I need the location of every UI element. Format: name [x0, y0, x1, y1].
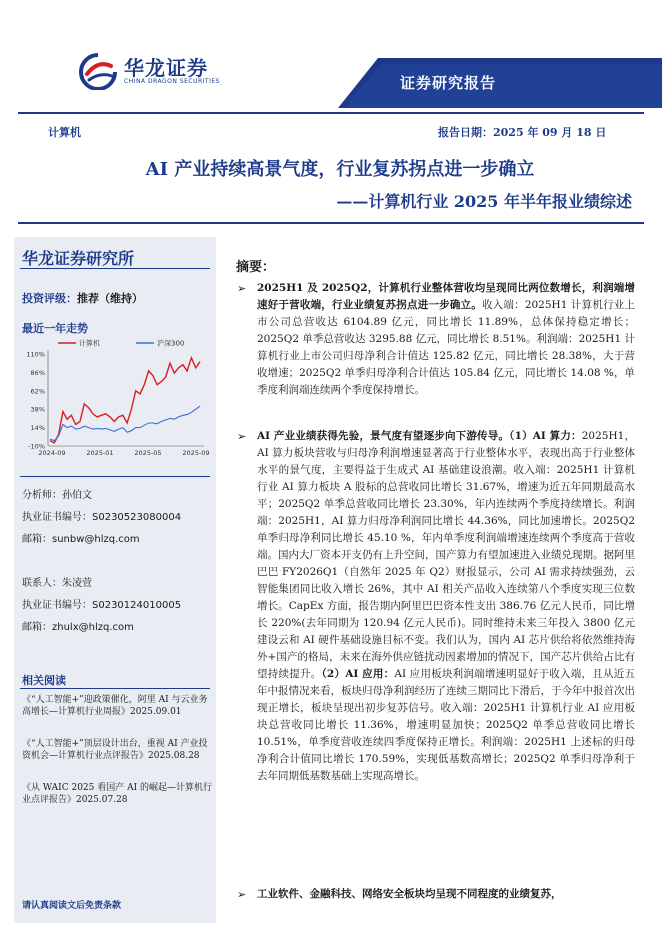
- report-date: 报告日期：2025 年 09 月 18 日: [438, 126, 607, 139]
- rating-label: 投资评级：: [22, 292, 77, 305]
- paragraph-body: AI 应用板块利润端增速明显好于收入端，且从近五年中报情况来看，板块归母净利润经历了连续三期同比下滑后，于今年中报首次出现正增长，板块呈现出初步复苏信号。收入端：2025H1 计算机行业 AI 应用板块总营收同比增长 11.36%，增速明显加快；2025Q2 单季总营收同比增长 10.51%，单季度营收连续四季度保持正增长。利润端：2025H1 上述标的归母净利合计值同比增长 170.59%，实现低基数高增长；2025Q2 单季归母净利于去年同期低基数基础上实现高增长。: [257, 668, 635, 782]
- brand-name-en: CHINA DRAGON SECURITIES: [124, 78, 220, 85]
- paragraph-lead: AI 产业业绩获得先验，景气度有望逐步向下游传导。（1）AI 算力：: [257, 430, 582, 442]
- disclaimer-note: 请认真阅读文后免责条款: [22, 901, 122, 911]
- summary-paragraph: [257, 886, 635, 903]
- sidebar-divider: [20, 268, 210, 269]
- investment-rating: [22, 290, 143, 306]
- institute-name: 华龙证券研究所: [22, 249, 135, 268]
- brand-name: 华龙证券: [124, 56, 208, 80]
- industry-label: 计算机: [48, 126, 81, 139]
- paragraph-lead: 2025H1 及 2025Q2，计算机行业整体营收均呈现同比两位数增长，利润端增速好于营收端，行业业绩复苏拐点进一步确立。: [257, 282, 635, 311]
- contact-email[interactable]: 邮箱：zhulx@hlzq.com: [22, 622, 134, 633]
- analyst-email[interactable]: 邮箱：sunbw@hlzq.com: [22, 534, 140, 545]
- y-tick-label: 38%: [30, 405, 45, 414]
- paragraph-body: 2025H1，AI 算力板块营收与归母净利润增速显著高于行业整体水平，表现出高于行业整体水平的景气度，主要得益于生成式 AI 基础建设浪潮。收入端：2025H1 计算机行业 AI 算力板块 A 股标的总营收同比增长 31.67%，增速为近五年同期最高水平；2025Q2 单季总营收同比增长 23.30%，年内连续两个季度持续增长。利润端：2025H1，AI 算力归母净利润同比增长 44.36%，同比加速增长。2025Q2 单季归母净利同比增长 45.10 %，年内单季度利润端增速连续两个季度高于营收端。国内大厂资本开支仍有上升空间，国产算力有望加速进入业绩兑现期。据阿里巴巴 FY2026Q1（自然年 2025 年 Q2）财报显示，公司 AI 需求持续强劲，云智能集团同比收入增长 26%，其中 AI 相关产品收入连续第八个季度实现三位数增长。CapEx 方面，报告期内阿里巴巴资本性支出 386.76 亿元人民币，同比增长 220%(去年同期为 120.94 亿元人民币)。同时维持未来三年投入 3800 亿元建设云和 AI 硬件基础设施目标不变。我们认为，国内 AI 芯片供给将依然维持海外+国产的格局，未来在海外供应链扰动因素增加的情况下，国产芯片供给占比有望持续提升。: [257, 430, 636, 680]
- rating-value: 推荐（维持）: [77, 292, 143, 305]
- related-reading-title: 相关阅读: [22, 674, 66, 687]
- paragraph-lead: （2）AI 应用：: [321, 668, 395, 680]
- summary-paragraph: [257, 280, 635, 399]
- x-tick-label: 2025-01: [86, 449, 114, 457]
- legend-label: 沪深300: [157, 339, 185, 348]
- report-title: AI 产业持续高景气度，行业复苏拐点进一步确立: [145, 159, 535, 180]
- header-divider: [18, 112, 644, 114]
- trend-chart: [18, 334, 214, 464]
- title-divider: [18, 222, 644, 224]
- contact-name: 联系人：朱凌萱: [22, 578, 92, 589]
- legend-label: 计算机: [79, 339, 100, 348]
- y-tick-label: -10%: [28, 442, 45, 451]
- paragraph-lead: 工业软件、金融科技、网络安全板块均呈现不同程度的业绩复苏，: [257, 888, 562, 900]
- report-type-label: 证券研究报告: [400, 74, 497, 92]
- analyst-cert: 执业证书编号：S0230523080004: [22, 512, 182, 523]
- bullet-arrow-icon: ➢: [237, 888, 247, 901]
- related-report-link[interactable]: 《“人工智能+”迎政策催化，阿里 AI 与云业务高增长—计算机行业周报》2025.09.01: [22, 695, 208, 718]
- contact-cert: 执业证书编号：S0230124010005: [22, 600, 182, 611]
- analyst-name: 分析师：孙伯文: [22, 490, 92, 501]
- related-divider: [20, 688, 210, 689]
- summary-title: 摘要：: [236, 260, 276, 275]
- chart-divider: [20, 476, 210, 477]
- series-line-1: [50, 406, 200, 441]
- x-tick-label: 2025-09: [182, 449, 210, 457]
- y-tick-label: 110%: [26, 350, 45, 359]
- summary-paragraph: [257, 428, 635, 785]
- x-tick-label: 2025-05: [134, 449, 162, 457]
- bullet-arrow-icon: ➢: [237, 430, 247, 443]
- bullet-arrow-icon: ➢: [237, 282, 247, 295]
- report-type-banner: [338, 58, 662, 108]
- trend-title: 最近一年走势: [22, 322, 88, 335]
- related-report-link[interactable]: 《从 WAIC 2025 看国产 AI 的崛起—计算机行业点评报告》2025.07.28: [22, 783, 213, 806]
- paragraph-body: 收入端：2025H1 计算机行业上市公司总营收达 6104.89 亿元，同比增长 11.89%，总体保持稳定增长；2025Q2 单季总营收达 3295.88 亿元，同比增长 8.51%。利润端：2025H1 计算机行业上市公司归母净利合计值达 125.82 亿元，同比增长 28.38%，大于营收增速；2025Q2 单季归母净利合计值达 105.84 亿元，同比增长 14.08 %，单季度利润端连续两个季度保持增长。: [257, 299, 635, 396]
- y-tick-label: 86%: [30, 368, 45, 377]
- logo-mark-icon: [78, 52, 118, 90]
- y-tick-label: 14%: [30, 424, 45, 433]
- report-subtitle: ——计算机行业 2025 年半年报业绩综述: [336, 192, 632, 211]
- related-report-link[interactable]: 《“人工智能+”顶层设计出台，重视 AI 产业投资机会—计算机行业点评报告》2025.08.28: [22, 739, 208, 762]
- y-tick-label: 62%: [30, 387, 45, 396]
- x-tick-label: 2024-09: [38, 449, 66, 457]
